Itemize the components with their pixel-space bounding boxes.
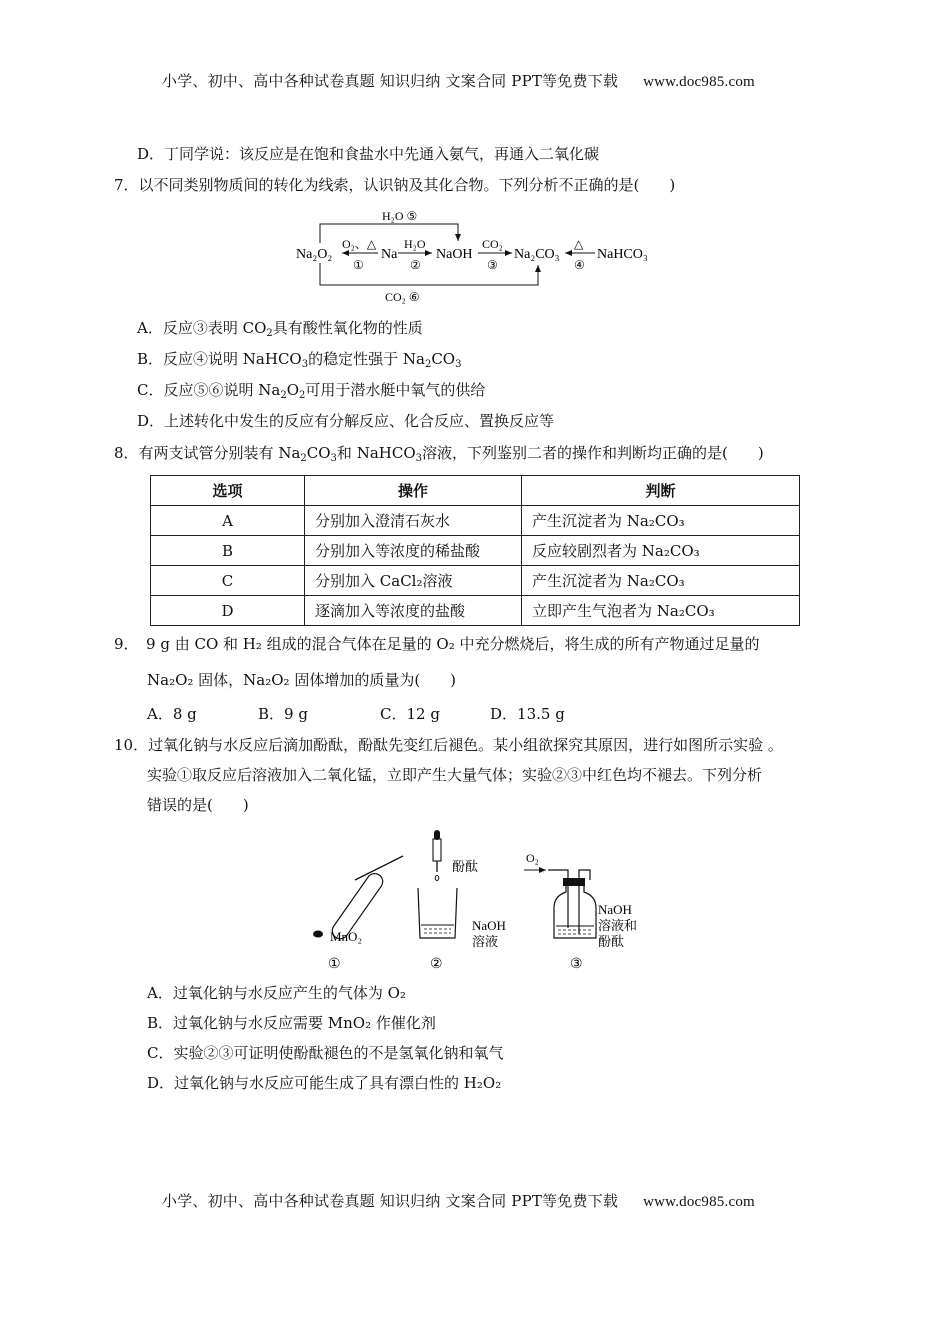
cell-judgement: 产生沉淀者为 Na₂CO₃ — [522, 566, 800, 596]
q10-stem-line1: 10．过氧化钠与水反应后滴加酚酞，酚酞先变红后褪色。某小组欲探究其原因，进行如图所示实验 。 — [114, 736, 783, 754]
footer-text: 小学、初中、高中各种试卷真题 知识归纳 文案合同 PPT等免费下载 — [162, 1192, 619, 1210]
q7-b-sub2: 2 — [424, 359, 432, 370]
species-na2o2: Na₂O₂ — [296, 247, 333, 262]
table-header-row — [151, 476, 800, 506]
q9-stem-line2: Na₂O₂ 固体，Na₂O₂ 固体增加的质量为( ) — [147, 671, 457, 689]
q7-b-sub: 3 — [301, 359, 309, 370]
r1-label: O₂、△ — [342, 237, 377, 251]
cell-operation: 分别加入等浓度的稀盐酸 — [305, 536, 522, 566]
header-operation: 操作 — [305, 476, 522, 506]
fig-number-1: ① — [328, 957, 341, 972]
table-row — [151, 596, 800, 626]
r3-label: CO₂ — [482, 237, 503, 251]
r6-label: CO₂ ⑥ — [385, 290, 420, 304]
q7-conversion-diagram — [290, 205, 670, 307]
cell-option: B — [151, 536, 305, 566]
species-na: Na — [381, 247, 398, 262]
header-url[interactable]: www.doc985.com — [643, 74, 755, 90]
test-tube-with-mno2 — [313, 856, 403, 972]
q9-option-c: C．12 g — [380, 705, 440, 723]
q8-stem-text4: 溶液，下列鉴别二者的操作和判断均正确的是( ) — [422, 444, 764, 462]
q7-b-text2: 的稳定性强于 Na — [308, 350, 425, 368]
q7-option-c — [137, 380, 485, 400]
solution-and-label: 溶液和 — [598, 918, 638, 933]
q10-experiment-figure — [300, 822, 660, 974]
q8-stem-text2: CO — [306, 444, 331, 462]
cell-option: A — [151, 506, 305, 536]
table-row — [151, 566, 800, 596]
species-naoh: NaOH — [436, 247, 473, 262]
header-text: 小学、初中、高中各种试卷真题 知识归纳 文案合同 PPT等免费下载 — [162, 72, 619, 90]
o2-label: O₂ — [526, 851, 539, 865]
q7-stem: 7．以不同类别物质间的转化为线索，认识钠及其化合物。下列分析不正确的是( ) — [114, 176, 676, 194]
table-row — [151, 506, 800, 536]
cell-judgement: 立即产生气泡者为 Na₂CO₃ — [522, 596, 800, 626]
q8-stem-sub2: 3 — [330, 453, 337, 464]
q10-stem-line3: 错误的是( ) — [147, 796, 249, 814]
q7-option-d: D．上述转化中发生的反应有分解反应、化合反应、置换反应等 — [137, 412, 555, 430]
q7-c-sub2: 2 — [299, 390, 306, 401]
r2-label: H₂O — [404, 237, 426, 251]
fig-number-3: ③ — [570, 957, 583, 972]
r4-label: △ — [574, 237, 584, 251]
cell-judgement: 反应较剧烈者为 Na₂CO₃ — [522, 536, 800, 566]
cell-option: D — [151, 596, 305, 626]
phenolphthalein-label-3: 酚酞 — [598, 934, 625, 949]
q9-option-b: B．9 g — [258, 705, 308, 723]
r2-number: ② — [410, 258, 421, 272]
species-nahco3: NaHCO₃ — [597, 247, 648, 262]
header-option: 选项 — [151, 476, 305, 506]
cell-operation: 逐滴加入等浓度的盐酸 — [305, 596, 522, 626]
q8-options-table — [150, 475, 800, 626]
q9-option-a: A．8 g — [147, 705, 197, 723]
q6-option-d: D．丁同学说：该反应是在饱和食盐水中先通入氨气，再通入二氧化碳 — [137, 145, 600, 163]
fig-number-2: ② — [430, 957, 443, 972]
r1-number: ① — [353, 258, 364, 272]
q9-option-d: D．13.5 g — [490, 705, 565, 723]
q7-a-sub: 2 — [266, 328, 273, 339]
q10-option-a: A．过氧化钠与水反应产生的气体为 O₂ — [147, 984, 406, 1002]
r3-number: ③ — [487, 258, 498, 272]
mno2-label: MnO₂ — [330, 929, 362, 944]
arrow-5 — [320, 224, 458, 243]
q7-c-sub: 2 — [280, 390, 287, 401]
cell-operation: 分别加入澄清石灰水 — [305, 506, 522, 536]
q7-option-a — [137, 318, 423, 338]
q8-stem-text3: 和 NaHCO — [336, 444, 416, 462]
q8-stem-sub: 2 — [300, 453, 307, 464]
naoh-label: NaOH — [472, 918, 506, 933]
header-judgement: 判断 — [522, 476, 800, 506]
cell-operation: 分别加入 CaCl₂溶液 — [305, 566, 522, 596]
q8-stem-text: 8．有两支试管分别装有 Na — [114, 444, 301, 462]
species-na2co3: Na₂CO₃ — [514, 247, 560, 262]
q7-a-text2: 具有酸性氧化物的性质 — [272, 319, 423, 337]
page-footer — [162, 1190, 755, 1211]
q8-stem — [114, 443, 764, 463]
q7-option-b — [137, 349, 461, 369]
q7-c-text2: O — [286, 381, 300, 399]
r5-label: H₂O ⑤ — [382, 209, 418, 223]
q7-c-text3: 可用于潜水艇中氧气的供给 — [305, 381, 486, 399]
gas-washing-bottle — [524, 851, 637, 972]
q10-option-b: B．过氧化钠与水反应需要 MnO₂ 作催化剂 — [147, 1014, 436, 1032]
r4-number: ④ — [574, 258, 585, 272]
solution-label: 溶液 — [472, 934, 499, 949]
q7-b-text3: CO — [431, 350, 456, 368]
naoh-label-3: NaOH — [598, 902, 632, 917]
q7-b-text: B．反应④说明 NaHCO — [137, 350, 302, 368]
q10-option-c: C．实验②③可证明使酚酞褪色的不是氢氧化钠和氧气 — [147, 1044, 504, 1062]
footer-url[interactable]: www.doc985.com — [643, 1194, 755, 1210]
cell-judgement: 产生沉淀者为 Na₂CO₃ — [522, 506, 800, 536]
q7-b-sub3: 3 — [455, 359, 462, 370]
dropper-and-beaker — [418, 830, 506, 972]
q9-stem-line1: 9． 9 g 由 CO 和 H₂ 组成的混合气体在足量的 O₂ 中充分燃烧后，将生成的所有产物通过足量的 — [114, 635, 760, 653]
q7-a-text: A．反应③表明 CO — [137, 319, 267, 337]
q8-stem-sub3: 3 — [415, 453, 422, 464]
page-header — [162, 70, 755, 91]
q10-stem-line2: 实验①取反应后溶液加入二氧化锰，立即产生大量气体；实验②③中红色均不褪去。下列分析 — [147, 766, 763, 784]
table-row — [151, 536, 800, 566]
phenolphthalein-label: 酚酞 — [452, 859, 479, 874]
cell-option: C — [151, 566, 305, 596]
q7-c-text: C．反应⑤⑥说明 Na — [137, 381, 281, 399]
q10-option-d: D．过氧化钠与水反应可能生成了具有漂白性的 H₂O₂ — [147, 1074, 502, 1092]
